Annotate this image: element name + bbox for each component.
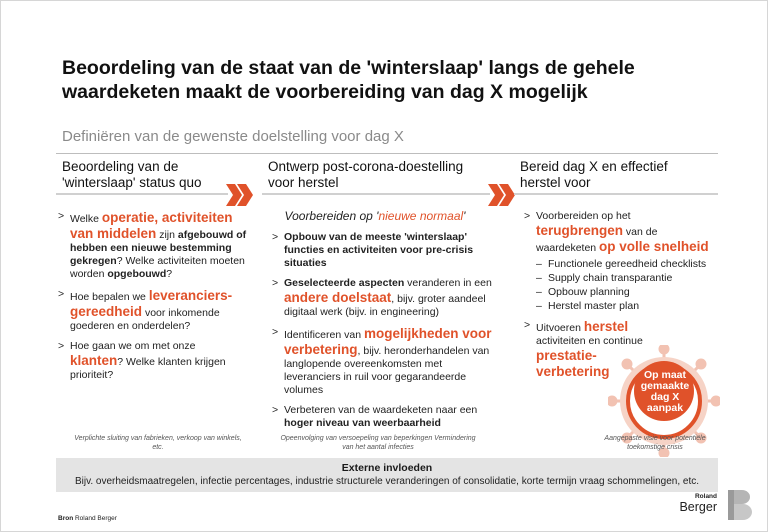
dash-marker-icon: – <box>536 286 542 298</box>
bullet-marker-icon: > <box>272 404 279 416</box>
dash-marker-icon: – <box>536 300 542 312</box>
sub-list <box>524 258 720 313</box>
bullet-marker-icon: > <box>524 319 531 331</box>
column-lead: Voorbereiden op 'nieuwe normaal' <box>284 209 466 223</box>
chevron-right-icon <box>226 184 254 206</box>
source-note: Bron Roland Berger <box>58 515 117 522</box>
page-subtitle: Definiëren van de gewenste doelstelling voor dag X <box>62 128 404 145</box>
column-status-quo <box>62 159 232 191</box>
column-design <box>268 159 478 191</box>
column-body <box>524 210 720 387</box>
dash-marker-icon: – <box>536 272 542 284</box>
list-item: > Welke operatie, activiteiten van middelen zijn afgebouwd of hebben een nieuwe bestemming gekregen? Welke activiteiten moeten worden opgebouwd? <box>58 210 247 280</box>
column-prepare <box>520 159 710 191</box>
column-underline <box>56 193 228 195</box>
column-underline <box>514 193 718 195</box>
logo-text-big: Berger <box>679 500 717 514</box>
column-footnote: Aangepaste visie voor potentiële toekomstige crisis <box>604 435 706 451</box>
logo-text-small: Roland <box>694 493 717 500</box>
sub-list-item: – Supply chain transparantie <box>536 272 673 284</box>
column-heading: Bereid dag X en effectief herstel voor <box>520 159 668 190</box>
external-title: Externe invloeden <box>341 462 433 474</box>
column-heading: Beoordeling van de 'winterslaap' status quo <box>62 159 202 190</box>
list-item: > Opbouw van de meeste 'winterslaap' functies en activiteiten voor pre-crisis situaties <box>272 231 474 269</box>
list-item: > Voorbereiden op het terugbrengen van de waardeketen op volle snelheid <box>524 210 709 254</box>
list-item: > Hoe bepalen we leveranciers-gereedheid voor inkomende goederen en onderdelen? <box>58 288 233 332</box>
list-item: > Verbeteren van de waardeketen naar een hoger niveau van weerbaarheid <box>272 404 478 429</box>
subtitle-divider <box>56 153 718 154</box>
sub-list-item: – Herstel master plan <box>536 300 640 312</box>
column-underline <box>262 193 490 195</box>
bullet-marker-icon: > <box>272 231 279 243</box>
column-heading: Ontwerp post-corona-doestelling voor herstel <box>268 159 464 190</box>
sub-list-item: – Opbouw planning <box>536 286 630 298</box>
list-item: > Identificeren van mogelijkheden voor verbetering, bijv. heronderhandelen van langlopende overeenkomsten met leveranciers in ruil voor gegarandeerde volumes <box>272 326 492 396</box>
column-footnote: Opeenvolging van versoepeling van beperkingen Vermindering van het aantal infecties <box>280 435 476 451</box>
dash-marker-icon: – <box>536 258 542 270</box>
list-item: > Geselecteerde aspecten veranderen in een andere doelstaat, bijv. groter aandeel digitaal werk (bijv. in engineering) <box>272 277 492 318</box>
chevron-right-icon <box>488 184 516 206</box>
bullet-marker-icon: > <box>272 277 279 289</box>
sub-list-item: – Functionele gereedheid checklists <box>536 258 707 270</box>
column-body <box>58 210 250 389</box>
list-item: > Hoe gaan we om met onze klanten? Welke klanten krijgen prioriteit? <box>58 340 226 381</box>
bullet-marker-icon: > <box>524 210 531 222</box>
column-body <box>272 210 498 437</box>
bullet-marker-icon: > <box>272 326 279 338</box>
bullet-marker-icon: > <box>58 340 65 352</box>
column-footnote: Verplichte sluiting van fabrieken, verkoop van winkels, etc. <box>74 435 242 451</box>
external-influences <box>56 458 718 492</box>
external-body: Bijv. overheidsmaatregelen, infectie percentages, industrie structurele veranderingen of consolidatie, korte termijn vraag schommelingen, etc. <box>74 476 700 487</box>
virus-label: Op maat gemaakte dag X aanpak <box>640 369 690 414</box>
list-item: > Uitvoeren herstel activiteiten en continue prestatie-verbetering <box>524 319 643 379</box>
page-title: Beoordeling van de staat van de 'winterslaap' langs de gehele waardeketen maakt de voorbereiding van dag X mogelijk <box>62 57 635 103</box>
bullet-marker-icon: > <box>58 210 65 222</box>
bullet-marker-icon: > <box>58 288 65 300</box>
